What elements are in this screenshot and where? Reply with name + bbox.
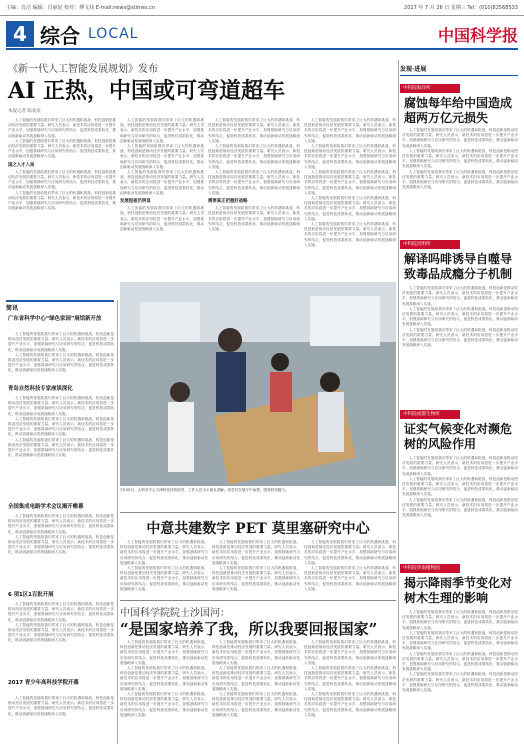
paragraph: 人工智能的发展给我们带来了巨大的机遇和挑战，科技创新是推动经济发展的重要力量。研究人员表示，新技术的应用将进一步提升产业水平，加强基础研究与应用研究的结合，促进科技成果转化，推动创新驱动发展战略深入实施。 [212,540,300,565]
paragraph: 人工智能的发展给我们带来了巨大的机遇和挑战，科技创新是推动经济发展的重要力量。研究人员表示，新技术的应用将进一步提升产业水平，加强基础研究与应用研究的结合，促进科技成果转化，推动创新驱动发展战略深入实施。 [402,497,518,518]
paragraph: 人工智能的发展给我们带来了巨大的机遇和挑战，科技创新是推动经济发展的重要力量。研究人员表示，新技术的应用将进一步提升产业水平，加强基础研究与应用研究的结合，促进科技成果转化，推动创新驱动发展战略深入实施。 [304,692,396,717]
paragraph: 人工智能的发展给我们带来了巨大的机遇和挑战，科技创新是推动经济发展的重要力量。研究人员表示，新技术的应用将进一步提升产业水平，加强基础研究与应用研究的结合，促进科技成果转化，推动创新驱动发展战略深入实施。 [208,118,300,143]
column-divider [117,300,118,744]
paragraph: 人工智能的发展给我们带来了巨大的机遇和挑战，科技创新是推动经济发展的重要力量。研究人员表示，新技术的应用将进一步提升产业水平，加强基础研究与应用研究的结合，促进科技成果转化，推动创新驱动发展战略深入实施。 [8,602,114,622]
paragraph: 人工智能的发展给我们带来了巨大的机遇和挑战，科技创新是推动经济发展的重要力量。研究人员表示，新技术的应用将进一步提升产业水平，加强基础研究与应用研究的结合，促进科技成果转化，推动创新驱动发展战略深入实施。 [8,514,114,534]
paragraph: 人工智能的发展给我们带来了巨大的机遇和挑战，科技创新是推动经济发展的重要力量。研究人员表示，新技术的应用将进一步提升产业水平，加强基础研究与应用研究的结合，促进科技成果转化，推动创新驱动发展战略深入实施。 [120,206,204,232]
paragraph: 人工智能的发展给我们带来了巨大的机遇和挑战，科技创新是推动经济发展的重要力量。研究人员表示，新技术的应用将进一步提升产业水平，加强基础研究与应用研究的结合，促进科技成果转化，推动创新驱动发展战略深入实施。 [120,118,204,143]
section-name: 综合 [40,23,80,48]
paragraph: 人工智能的发展给我们带来了巨大的机遇和挑战，科技创新是推动经济发展的重要力量。研究人员表示，新技术的应用将进一步提升产业水平，加强基础研究与应用研究的结合，促进科技成果转化，推动创新驱动发展战略深入实施。 [8,396,114,416]
lead-column-3 [208,118,300,278]
paragraph: 人工智能的发展给我们带来了巨大的机遇和挑战，科技创新是推动经济发展的重要力量。研究人员表示，新技术的应用将进一步提升产业水平，加强基础研究与应用研究的结合，促进科技成果转化，推动创新驱动发展战略深入实施。 [8,190,116,211]
paragraph: 人工智能的发展给我们带来了巨大的机遇和挑战，科技创新是推动经济发展的重要力量。研究人员表示，新技术的应用将进一步提升产业水平，加强基础研究与应用研究的结合，促进科技成果转化，推动创新驱动发展战略深入实施。 [304,170,396,195]
paragraph: 人工智能的发展给我们带来了巨大的机遇和挑战，科技创新是推动经济发展的重要力量。研究人员表示，新技术的应用将进一步提升产业水平，加强基础研究与应用研究的结合，促进科技成果转化，推动创新驱动发展战略深入实施。 [402,169,518,190]
page-header-bar [0,0,524,16]
paragraph: 人工智能的发展给我们带来了巨大的机遇和挑战，科技创新是推动经济发展的重要力量。研究人员表示，新技术的应用将进一步提升产业水平，加强基础研究与应用研究的结合，促进科技成果转化，推动创新驱动发展战略深入实施。 [402,610,518,630]
paragraph: 人工智能的发展给我们带来了巨大的机遇和挑战，科技创新是推动经济发展的重要力量。研究人员表示，新技术的应用将进一步提升产业水平，加强基础研究与应用研究的结合，促进科技成果转化，推动创新驱动发展战略深入实施。 [304,222,396,247]
brief-text-1 [8,332,114,382]
paragraph: 人工智能的发展给我们带来了巨大的机遇和挑战，科技创新是推动经济发展的重要力量。研究人员表示，新技术的应用将进一步提升产业水平，加强基础研究与应用研究的结合，促进科技成果转化，推动创新驱动发展战略深入实施。 [402,327,518,348]
lead-subhead-2: 发展短板仍明显 [120,199,151,205]
right-item-title-3: 证实气候变化对濒危树的风险作用 [404,422,513,451]
right-item-title-1: 腐蚀每年给中国造成超两万亿元损失 [404,96,513,125]
paragraph: 人工智能的发展给我们带来了巨大的机遇和挑战，科技创新是推动经济发展的重要力量。研究人员表示，新技术的应用将进一步提升产业水平，加强基础研究与应用研究的结合，促进科技成果转化，推动创新驱动发展战略深入实施。 [402,476,518,497]
right-item-label-4: 中科院华南植物园 [400,564,460,573]
lead-column-1 [8,118,116,296]
paragraph: 人工智能的发展给我们带来了巨大的机遇和挑战，科技创新是推动经济发展的重要力量。研究人员表示，新技术的应用将进一步提升产业水平，加强基础研究与应用研究的结合，促进科技成果转化，推动创新驱动发展战略深入实施。 [120,692,208,717]
newspaper-masthead: 中国科学报 [437,25,518,45]
brief-title-5: 2017 青少年高科技学院开幕 [8,680,79,686]
lead-subhead-3: 需要真正把握好战略 [208,199,248,205]
paragraph: 人工智能的发展给我们带来了巨大的机遇和挑战，科技创新是推动经济发展的重要力量。研究人员表示，新技术的应用将进一步提升产业水平，加强基础研究与应用研究的结合，促进科技成果转化，推动创新驱动发展战略深入实施。 [8,169,116,190]
paragraph: 人工智能的发展给我们带来了巨大的机遇和挑战，科技创新是推动经济发展的重要力量。研究人员表示，新技术的应用将进一步提升产业水平，加强基础研究与应用研究的结合，促进科技成果转化，推动创新驱动发展战略深入实施。 [8,118,116,138]
paragraph: 人工智能的发展给我们带来了巨大的机遇和挑战，科技创新是推动经济发展的重要力量。研究人员表示，新技术的应用将进一步提升产业水平，加强基础研究与应用研究的结合，促进科技成果转化，推动创新驱动发展战略深入实施。 [8,416,114,437]
paragraph: 人工智能的发展给我们带来了巨大的机遇和挑战，科技创新是推动经济发展的重要力量。研究人员表示，新技术的应用将进一步提升产业水平，加强基础研究与应用研究的结合，促进科技成果转化，推动创新驱动发展战略深入实施。 [120,566,208,591]
lead-byline: 本报记者 陈欢欢 [8,109,41,114]
paragraph: 人工智能的发展给我们带来了巨大的机遇和挑战，科技创新是推动经济发展的重要力量。研究人员表示，新技术的应用将进一步提升产业水平，加强基础研究与应用研究的结合，促进科技成果转化，推动创新驱动发展战略深入实施。 [304,640,396,665]
bottom-column-2 [212,640,300,744]
brief-text-5 [8,696,114,744]
right-item-text-4 [402,610,518,744]
paragraph: 人工智能的发展给我们带来了巨大的机遇和挑战，科技创新是推动经济发展的重要力量。研究人员表示，新技术的应用将进一步提升产业水平，加强基础研究与应用研究的结合，促进科技成果转化，推动创新驱动发展战略深入实施。 [212,640,300,665]
paragraph: 人工智能的发展给我们带来了巨大的机遇和挑战，科技创新是推动经济发展的重要力量。研究人员表示，新技术的应用将进一步提升产业水平，加强基础研究与应用研究的结合，促进科技成果转化，推动创新驱动发展战略深入实施。 [402,651,518,672]
paragraph: 人工智能的发展给我们带来了巨大的机遇和挑战，科技创新是推动经济发展的重要力量。研究人员表示，新技术的应用将进一步提升产业水平，加强基础研究与应用研究的结合，促进科技成果转化，推动创新驱动发展战略深入实施。 [212,692,300,717]
paragraph: 人工智能的发展给我们带来了巨大的机遇和挑战，科技创新是推动经济发展的重要力量。研究人员表示，新技术的应用将进一步提升产业水平，加强基础研究与应用研究的结合，促进科技成果转化，推动创新驱动发展战略深入实施。 [304,666,396,691]
paragraph: 人工智能的发展给我们带来了巨大的机遇和挑战，科技创新是推动经济发展的重要力量。研究人员表示，新技术的应用将进一步提升产业水平，加强基础研究与应用研究的结合，促进科技成果转化，推动创新驱动发展战略深入实施。 [8,534,114,555]
paragraph: 人工智能的发展给我们带来了巨大的机遇和挑战，科技创新是推动经济发展的重要力量。研究人员表示，新技术的应用将进一步提升产业水平，加强基础研究与应用研究的结合，促进科技成果转化，推动创新驱动发展战略深入实施。 [208,206,300,232]
paragraph: 人工智能的发展给我们带来了巨大的机遇和挑战，科技创新是推动经济发展的重要力量。研究人员表示，新技术的应用将进一步提升产业水平，加强基础研究与应用研究的结合，促进科技成果转化，推动创新驱动发展战略深入实施。 [120,170,204,195]
paragraph: 人工智能的发展给我们带来了巨大的机遇和挑战，科技创新是推动经济发展的重要力量。研究人员表示，新技术的应用将进一步提升产业水平，加强基础研究与应用研究的结合，促进科技成果转化，推动创新驱动发展战略深入实施。 [8,138,116,159]
paragraph: 人工智能的发展给我们带来了巨大的机遇和挑战，科技创新是推动经济发展的重要力量。研究人员表示，新技术的应用将进一步提升产业水平，加强基础研究与应用研究的结合，促进科技成果转化，推动创新驱动发展战略深入实施。 [8,622,114,643]
brief-text-3 [8,514,114,588]
right-item-title-4: 揭示降雨季节变化对树木生理的影响 [404,576,513,605]
column-divider [398,60,399,744]
right-item-label-2: 中科院昆明所 [400,240,460,249]
paragraph: 人工智能的发展给我们带来了巨大的机遇和挑战，科技创新是推动经济发展的重要力量。研究人员表示，新技术的应用将进一步提升产业水平，加强基础研究与应用研究的结合，促进科技成果转化，推动创新驱动发展战略深入实施。 [120,540,208,565]
section-english: LOCAL [88,26,139,42]
section-number: 4 [6,21,34,47]
editor-info: 主编：肖洁 编辑：冯丽妃 校对：傅文炜 E-mail:news@stimes.cn [6,5,156,11]
paragraph: 人工智能的发展给我们带来了巨大的机遇和挑战，科技创新是推动经济发展的重要力量。研究人员表示，新技术的应用将进一步提升产业水平，加强基础研究与应用研究的结合，促进科技成果转化，推动创新驱动发展战略深入实施。 [8,332,114,352]
bottom-article-subtitle: 中国科学院院士沙国河： [120,608,230,619]
brief-title-2: 青岛自然科技专家座谈深化 [8,386,73,392]
brief-title-3: 全国集成电路学术会议揭开帷幕 [8,504,84,510]
section-divider [120,600,396,601]
paragraph: 人工智能的发展给我们带来了巨大的机遇和挑战，科技创新是推动经济发展的重要力量。研究人员表示，新技术的应用将进一步提升产业水平，加强基础研究与应用研究的结合，促进科技成果转化，推动创新驱动发展战略深入实施。 [208,144,300,169]
news-photo [120,282,396,486]
section-header [6,20,518,50]
paragraph: 人工智能的发展给我们带来了巨大的机遇和挑战，科技创新是推动经济发展的重要力量。研究人员表示，新技术的应用将进一步提升产业水平，加强基础研究与应用研究的结合，促进科技成果转化，推动创新驱动发展战略深入实施。 [304,144,396,169]
paragraph: 人工智能的发展给我们带来了巨大的机遇和挑战，科技创新是推动经济发展的重要力量。研究人员表示，新技术的应用将进一步提升产业水平，加强基础研究与应用研究的结合，促进科技成果转化，推动创新驱动发展战略深入实施。 [402,306,518,327]
paragraph: 人工智能的发展给我们带来了巨大的机遇和挑战，科技创新是推动经济发展的重要力量。研究人员表示，新技术的应用将进一步提升产业水平，加强基础研究与应用研究的结合，促进科技成果转化，推动创新驱动发展战略深入实施。 [304,566,396,591]
paragraph: 人工智能的发展给我们带来了巨大的机遇和挑战，科技创新是推动经济发展的重要力量。研究人员表示，新技术的应用将进一步提升产业水平，加强基础研究与应用研究的结合，促进科技成果转化，推动创新驱动发展战略深入实施。 [304,196,396,221]
right-item-label-3: 中科院成都生物所 [400,410,460,419]
right-item-text-3 [402,456,518,562]
paragraph: 人工智能的发展给我们带来了巨大的机遇和挑战，科技创新是推动经济发展的重要力量。研究人员表示，新技术的应用将进一步提升产业水平，加强基础研究与应用研究的结合，促进科技成果转化，推动创新驱动发展战略深入实施。 [8,352,114,373]
brief-title-4: 6 项1区1百批开展 [8,592,54,598]
paragraph: 人工智能的发展给我们带来了巨大的机遇和挑战，科技创新是推动经济发展的重要力量。研究人员表示，新技术的应用将进一步提升产业水平，加强基础研究与应用研究的结合，促进科技成果转化，推动创新驱动发展战略深入实施。 [304,540,396,565]
paragraph: 人工智能的发展给我们带来了巨大的机遇和挑战，科技创新是推动经济发展的重要力量。研究人员表示，新技术的应用将进一步提升产业水平，加强基础研究与应用研究的结合，促进科技成果转化，推动创新驱动发展战略深入实施。 [8,696,114,716]
paragraph: 人工智能的发展给我们带来了巨大的机遇和挑战，科技创新是推动经济发展的重要力量。研究人员表示，新技术的应用将进一步提升产业水平，加强基础研究与应用研究的结合，促进科技成果转化，推动创新驱动发展战略深入实施。 [304,118,396,143]
date-info: 2017 年 7 月 26 日 星期三 Tel：(010)82568533 [404,5,518,11]
section-divider [120,512,396,513]
paragraph: 人工智能的发展给我们带来了巨大的机遇和挑战，科技创新是推动经济发展的重要力量。研究人员表示，新技术的应用将进一步提升产业水平，加强基础研究与应用研究的结合，促进科技成果转化，推动创新驱动发展战略深入实施。 [120,640,208,665]
bottom-column-3 [304,640,396,744]
briefs-header: 简讯 [6,300,114,310]
lead-subheadline: 《新一代人工智能发展规划》发布 [8,64,158,75]
lead-column-4 [304,118,396,278]
paragraph: 人工智能的发展给我们带来了巨大的机遇和挑战，科技创新是推动经济发展的重要力量。研究人员表示，新技术的应用将进一步提升产业水平，加强基础研究与应用研究的结合，促进科技成果转化，推动创新驱动发展战略深入实施。 [402,286,518,306]
brief-text-2 [8,396,114,500]
paragraph: 人工智能的发展给我们带来了巨大的机遇和挑战，科技创新是推动经济发展的重要力量。研究人员表示，新技术的应用将进一步提升产业水平，加强基础研究与应用研究的结合，促进科技成果转化，推动创新驱动发展战略深入实施。 [402,630,518,651]
photo-illustration [120,282,396,486]
paragraph: 人工智能的发展给我们带来了巨大的机遇和挑战，科技创新是推动经济发展的重要力量。研究人员表示，新技术的应用将进一步提升产业水平，加强基础研究与应用研究的结合，促进科技成果转化，推动创新驱动发展战略深入实施。 [402,128,518,148]
middle-column-2 [212,540,300,598]
paragraph: 人工智能的发展给我们带来了巨大的机遇和挑战，科技创新是推动经济发展的重要力量。研究人员表示，新技术的应用将进一步提升产业水平，加强基础研究与应用研究的结合，促进科技成果转化，推动创新驱动发展战略深入实施。 [8,437,114,458]
paragraph: 人工智能的发展给我们带来了巨大的机遇和挑战，科技创新是推动经济发展的重要力量。研究人员表示，新技术的应用将进一步提升产业水平，加强基础研究与应用研究的结合，促进科技成果转化，推动创新驱动发展战略深入实施。 [212,666,300,691]
brief-text-4 [8,602,114,674]
right-item-title-2: 解译吗啡诱导自噬导致毒品成瘾分子机制 [404,252,513,281]
right-item-text-2 [402,286,518,406]
paragraph: 人工智能的发展给我们带来了巨大的机遇和挑战，科技创新是推动经济发展的重要力量。研究人员表示，新技术的应用将进一步提升产业水平，加强基础研究与应用研究的结合，促进科技成果转化，推动创新驱动发展战略深入实施。 [212,566,300,591]
brief-title-1: 广东省科学中心“绿色家园”展馆新开放 [8,316,102,322]
paragraph: 人工智能的发展给我们带来了巨大的机遇和挑战，科技创新是推动经济发展的重要力量。研究人员表示，新技术的应用将进一步提升产业水平，加强基础研究与应用研究的结合，促进科技成果转化，推动创新驱动发展战略深入实施。 [402,456,518,476]
bottom-column-1 [120,640,208,744]
paragraph: 人工智能的发展给我们带来了巨大的机遇和挑战，科技创新是推动经济发展的重要力量。研究人员表示，新技术的应用将进一步提升产业水平，加强基础研究与应用研究的结合，促进科技成果转化，推动创新驱动发展战略深入实施。 [120,666,208,691]
paragraph: 人工智能的发展给我们带来了巨大的机遇和挑战，科技创新是推动经济发展的重要力量。研究人员表示，新技术的应用将进一步提升产业水平，加强基础研究与应用研究的结合，促进科技成果转化，推动创新驱动发展战略深入实施。 [402,148,518,169]
right-item-label-1: 中科院海洋所 [400,84,460,93]
right-item-text-1 [402,128,518,240]
lead-headline: AI 正热，中国或可弯道超车 [8,78,286,104]
middle-column-1 [120,540,208,598]
right-column-tag: 发现·进展 [400,64,518,76]
bottom-article-title: “是国家培养了我，所以我要回报国家” [120,620,378,638]
middle-article-title: 中意共建数字 PET 莫里塞研究中心 [146,521,370,537]
paragraph: 人工智能的发展给我们带来了巨大的机遇和挑战，科技创新是推动经济发展的重要力量。研究人员表示，新技术的应用将进一步提升产业水平，加强基础研究与应用研究的结合，促进科技成果转化，推动创新驱动发展战略深入实施。 [120,144,204,169]
middle-column-3 [304,540,396,598]
photo-caption: 7月25日，大科学中心天津科技体验馆内，工作人员为小朋友讲解。同学们在展厅中参观，感受科技魅力。 [120,488,289,492]
lead-subhead-1: 国之人才入局 [8,162,35,168]
paragraph: 人工智能的发展给我们带来了巨大的机遇和挑战，科技创新是推动经济发展的重要力量。研究人员表示，新技术的应用将进一步提升产业水平，加强基础研究与应用研究的结合，促进科技成果转化，推动创新驱动发展战略深入实施。 [208,170,300,195]
lead-column-2 [120,118,204,278]
paragraph: 人工智能的发展给我们带来了巨大的机遇和挑战，科技创新是推动经济发展的重要力量。研究人员表示，新技术的应用将进一步提升产业水平，加强基础研究与应用研究的结合，促进科技成果转化，推动创新驱动发展战略深入实施。 [402,672,518,693]
